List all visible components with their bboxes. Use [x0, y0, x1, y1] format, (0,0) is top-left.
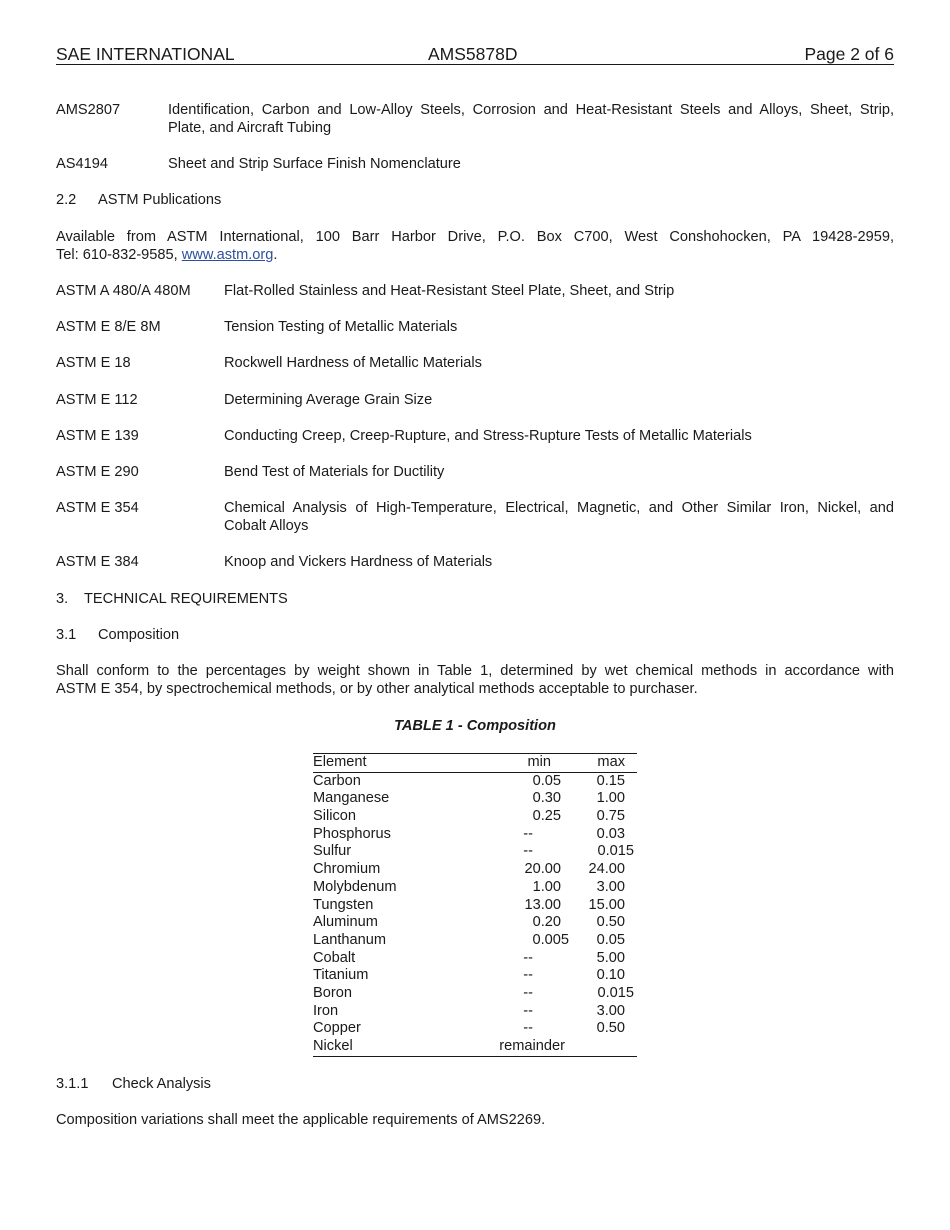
- page-header: [56, 44, 894, 65]
- section-number: 3.1.1: [56, 1076, 89, 1092]
- reference-code: AMS2807: [56, 102, 121, 118]
- column-header-min: min: [527, 754, 551, 770]
- max-cell: 0.015: [597, 984, 634, 1001]
- element-cell: Boron: [313, 984, 352, 1001]
- max-cell: 0.03: [596, 825, 625, 842]
- min-cell: 0.25: [532, 808, 561, 825]
- reference-description-line: Sheet and Strip Surface Finish Nomenclature: [168, 156, 461, 172]
- reference-entry: [56, 354, 894, 372]
- astm-availability-paragraph: [56, 228, 894, 264]
- reference-description-line: Determining Average Grain Size: [224, 392, 433, 408]
- max-cell: 15.00: [588, 896, 625, 913]
- reference-code: ASTM E 139: [56, 428, 139, 444]
- min-cell: remainder: [499, 1038, 565, 1054]
- reference-description-line: Knoop and Vickers Hardness of Materials: [224, 554, 493, 570]
- reference-description: [224, 463, 894, 481]
- reference-description: [224, 354, 894, 372]
- section-title: Check Analysis: [112, 1076, 211, 1092]
- reference-description: [168, 155, 894, 173]
- column-header-element: Element: [313, 754, 367, 770]
- punctuation: .: [273, 247, 278, 263]
- section-heading-2-2: [56, 191, 221, 209]
- element-cell: Molybdenum: [313, 878, 397, 895]
- reference-code: AS4194: [56, 156, 108, 172]
- reference-description-line: Identification, Carbon and Low-Alloy Steels, Corrosion and Heat-Resistant Steels and Alloys, Sheet, Strip,: [168, 102, 894, 118]
- max-cell: 24.00: [588, 861, 625, 878]
- element-cell: Manganese: [313, 790, 390, 807]
- table-row: [313, 826, 637, 844]
- min-cell: --: [523, 1002, 533, 1019]
- max-cell: 0.015: [597, 843, 634, 860]
- contact-text: Tel: 610-832-9585,: [56, 247, 182, 263]
- max-cell: 0.75: [596, 808, 625, 825]
- reference-description: [224, 282, 894, 300]
- paragraph-line: Available from ASTM International, 100 Barr Harbor Drive, P.O. Box C700, West Conshohocken, PA 19428-2959,: [56, 229, 894, 245]
- element-cell: Cobalt: [313, 949, 356, 966]
- element-cell: Chromium: [313, 861, 381, 878]
- min-cell: --: [523, 1020, 533, 1037]
- table-row: [313, 773, 637, 791]
- reference-code: ASTM E 18: [56, 355, 131, 371]
- reference-description: [224, 499, 894, 535]
- section-heading-3-1: [56, 626, 179, 644]
- min-cell: 0.05: [532, 772, 561, 789]
- table-row: [313, 808, 637, 826]
- reference-description: [168, 101, 894, 137]
- min-cell: --: [523, 967, 533, 984]
- header-doc-number: AMS5878D: [428, 44, 518, 64]
- element-cell: Tungsten: [313, 896, 374, 913]
- reference-entry: [56, 427, 894, 445]
- min-cell: 13.00: [524, 896, 561, 913]
- table-row: [313, 879, 637, 897]
- reference-description: [224, 318, 894, 336]
- min-cell: 0.005: [532, 931, 569, 948]
- max-cell: 3.00: [596, 878, 625, 895]
- element-cell: Nickel: [313, 1038, 353, 1054]
- section-number: 3.1: [56, 627, 77, 643]
- table-row: [313, 861, 637, 879]
- table-row: [313, 790, 637, 808]
- table-row: [313, 950, 637, 968]
- table-row: [313, 1020, 637, 1038]
- table-row: [313, 897, 637, 915]
- min-cell: 0.30: [532, 790, 561, 807]
- reference-description: [224, 553, 894, 571]
- element-cell: Carbon: [313, 772, 361, 789]
- element-cell: Lanthanum: [313, 931, 387, 948]
- reference-code: ASTM E 112: [56, 392, 138, 408]
- min-cell: --: [523, 843, 533, 860]
- element-cell: Iron: [313, 1002, 339, 1019]
- min-cell: --: [523, 949, 533, 966]
- reference-description-line: Conducting Creep, Creep-Rupture, and Stress-Rupture Tests of Metallic Materials: [224, 428, 752, 444]
- table-row: [313, 967, 637, 985]
- element-cell: Sulfur: [313, 843, 352, 860]
- reference-entry: [56, 282, 894, 300]
- min-cell: 1.00: [532, 878, 561, 895]
- reference-description-line: Plate, and Aircraft Tubing: [168, 120, 332, 136]
- reference-description-line: Flat-Rolled Stainless and Heat-Resistant Steel Plate, Sheet, and Strip: [224, 283, 675, 299]
- paragraph-line: Composition variations shall meet the applicable requirements of AMS2269.: [56, 1112, 546, 1128]
- reference-entry: [56, 101, 894, 137]
- table-row: [313, 914, 637, 932]
- reference-description-line: Tension Testing of Metallic Materials: [224, 319, 458, 335]
- min-cell: 20.00: [524, 861, 561, 878]
- paragraph-line: ASTM E 354, by spectrochemical methods, or by other analytical methods acceptable to purchaser.: [56, 681, 698, 697]
- table-row: [313, 932, 637, 950]
- reference-description-line: Rockwell Hardness of Metallic Materials: [224, 355, 482, 371]
- section-heading-3-1-1: [56, 1075, 211, 1093]
- reference-description: [224, 427, 894, 445]
- check-analysis-paragraph: [56, 1111, 894, 1129]
- max-cell: 0.15: [596, 772, 625, 789]
- reference-code: ASTM E 384: [56, 554, 139, 570]
- table-row: [313, 1003, 637, 1021]
- reference-code: ASTM E 8/E 8M: [56, 319, 161, 335]
- min-cell: --: [523, 825, 533, 842]
- section-title: ASTM Publications: [98, 192, 222, 208]
- section-heading-3: [56, 590, 288, 608]
- section-title: TECHNICAL REQUIREMENTS: [84, 591, 288, 607]
- reference-description-line: Bend Test of Materials for Ductility: [224, 464, 445, 480]
- max-cell: 0.50: [596, 1020, 625, 1037]
- element-cell: Phosphorus: [313, 825, 391, 842]
- max-cell: 0.05: [596, 931, 625, 948]
- table-row: [313, 1038, 637, 1056]
- max-cell: 1.00: [596, 790, 625, 807]
- reference-description: [224, 391, 894, 409]
- element-cell: Titanium: [313, 967, 369, 984]
- reference-entry: [56, 499, 894, 535]
- composition-table: [313, 753, 637, 1057]
- reference-code: ASTM E 354: [56, 500, 139, 516]
- min-cell: --: [523, 984, 533, 1001]
- reference-entry: [56, 463, 894, 481]
- section-number: 3.: [56, 591, 69, 607]
- section-number: 2.2: [56, 192, 77, 208]
- paragraph-line: [56, 246, 894, 264]
- table-title: TABLE 1 - Composition: [394, 718, 556, 734]
- paragraph-line: Shall conform to the percentages by weight shown in Table 1, determined by wet chemical methods in accordance with: [56, 663, 894, 679]
- max-cell: 0.50: [596, 914, 625, 931]
- element-cell: Copper: [313, 1020, 361, 1037]
- composition-paragraph: [56, 662, 894, 698]
- header-page-label: Page 2 of 6: [804, 44, 894, 64]
- reference-entry: [56, 318, 894, 336]
- max-cell: 0.10: [596, 967, 625, 984]
- reference-description-line: Chemical Analysis of High-Temperature, Electrical, Magnetic, and Other Similar Iron, Nickel, and: [224, 500, 894, 516]
- reference-code: ASTM E 290: [56, 464, 139, 480]
- table-row: [313, 843, 637, 861]
- table-row: [313, 985, 637, 1003]
- header-org: SAE INTERNATIONAL: [56, 44, 235, 64]
- astm-website-link[interactable]: www.astm.org: [181, 247, 274, 263]
- element-cell: Silicon: [313, 808, 356, 825]
- table-header-row: [313, 754, 637, 773]
- column-header-max: max: [597, 754, 625, 770]
- section-title: Composition: [98, 627, 180, 643]
- min-cell: 0.20: [532, 914, 561, 931]
- reference-code: ASTM A 480/A 480M: [56, 283, 191, 299]
- reference-entry: [56, 553, 894, 571]
- reference-description-line: Cobalt Alloys: [224, 518, 309, 534]
- max-cell: 3.00: [596, 1002, 625, 1019]
- element-cell: Aluminum: [313, 914, 378, 931]
- max-cell: 5.00: [596, 949, 625, 966]
- reference-entry: [56, 391, 894, 409]
- reference-entry: [56, 155, 894, 173]
